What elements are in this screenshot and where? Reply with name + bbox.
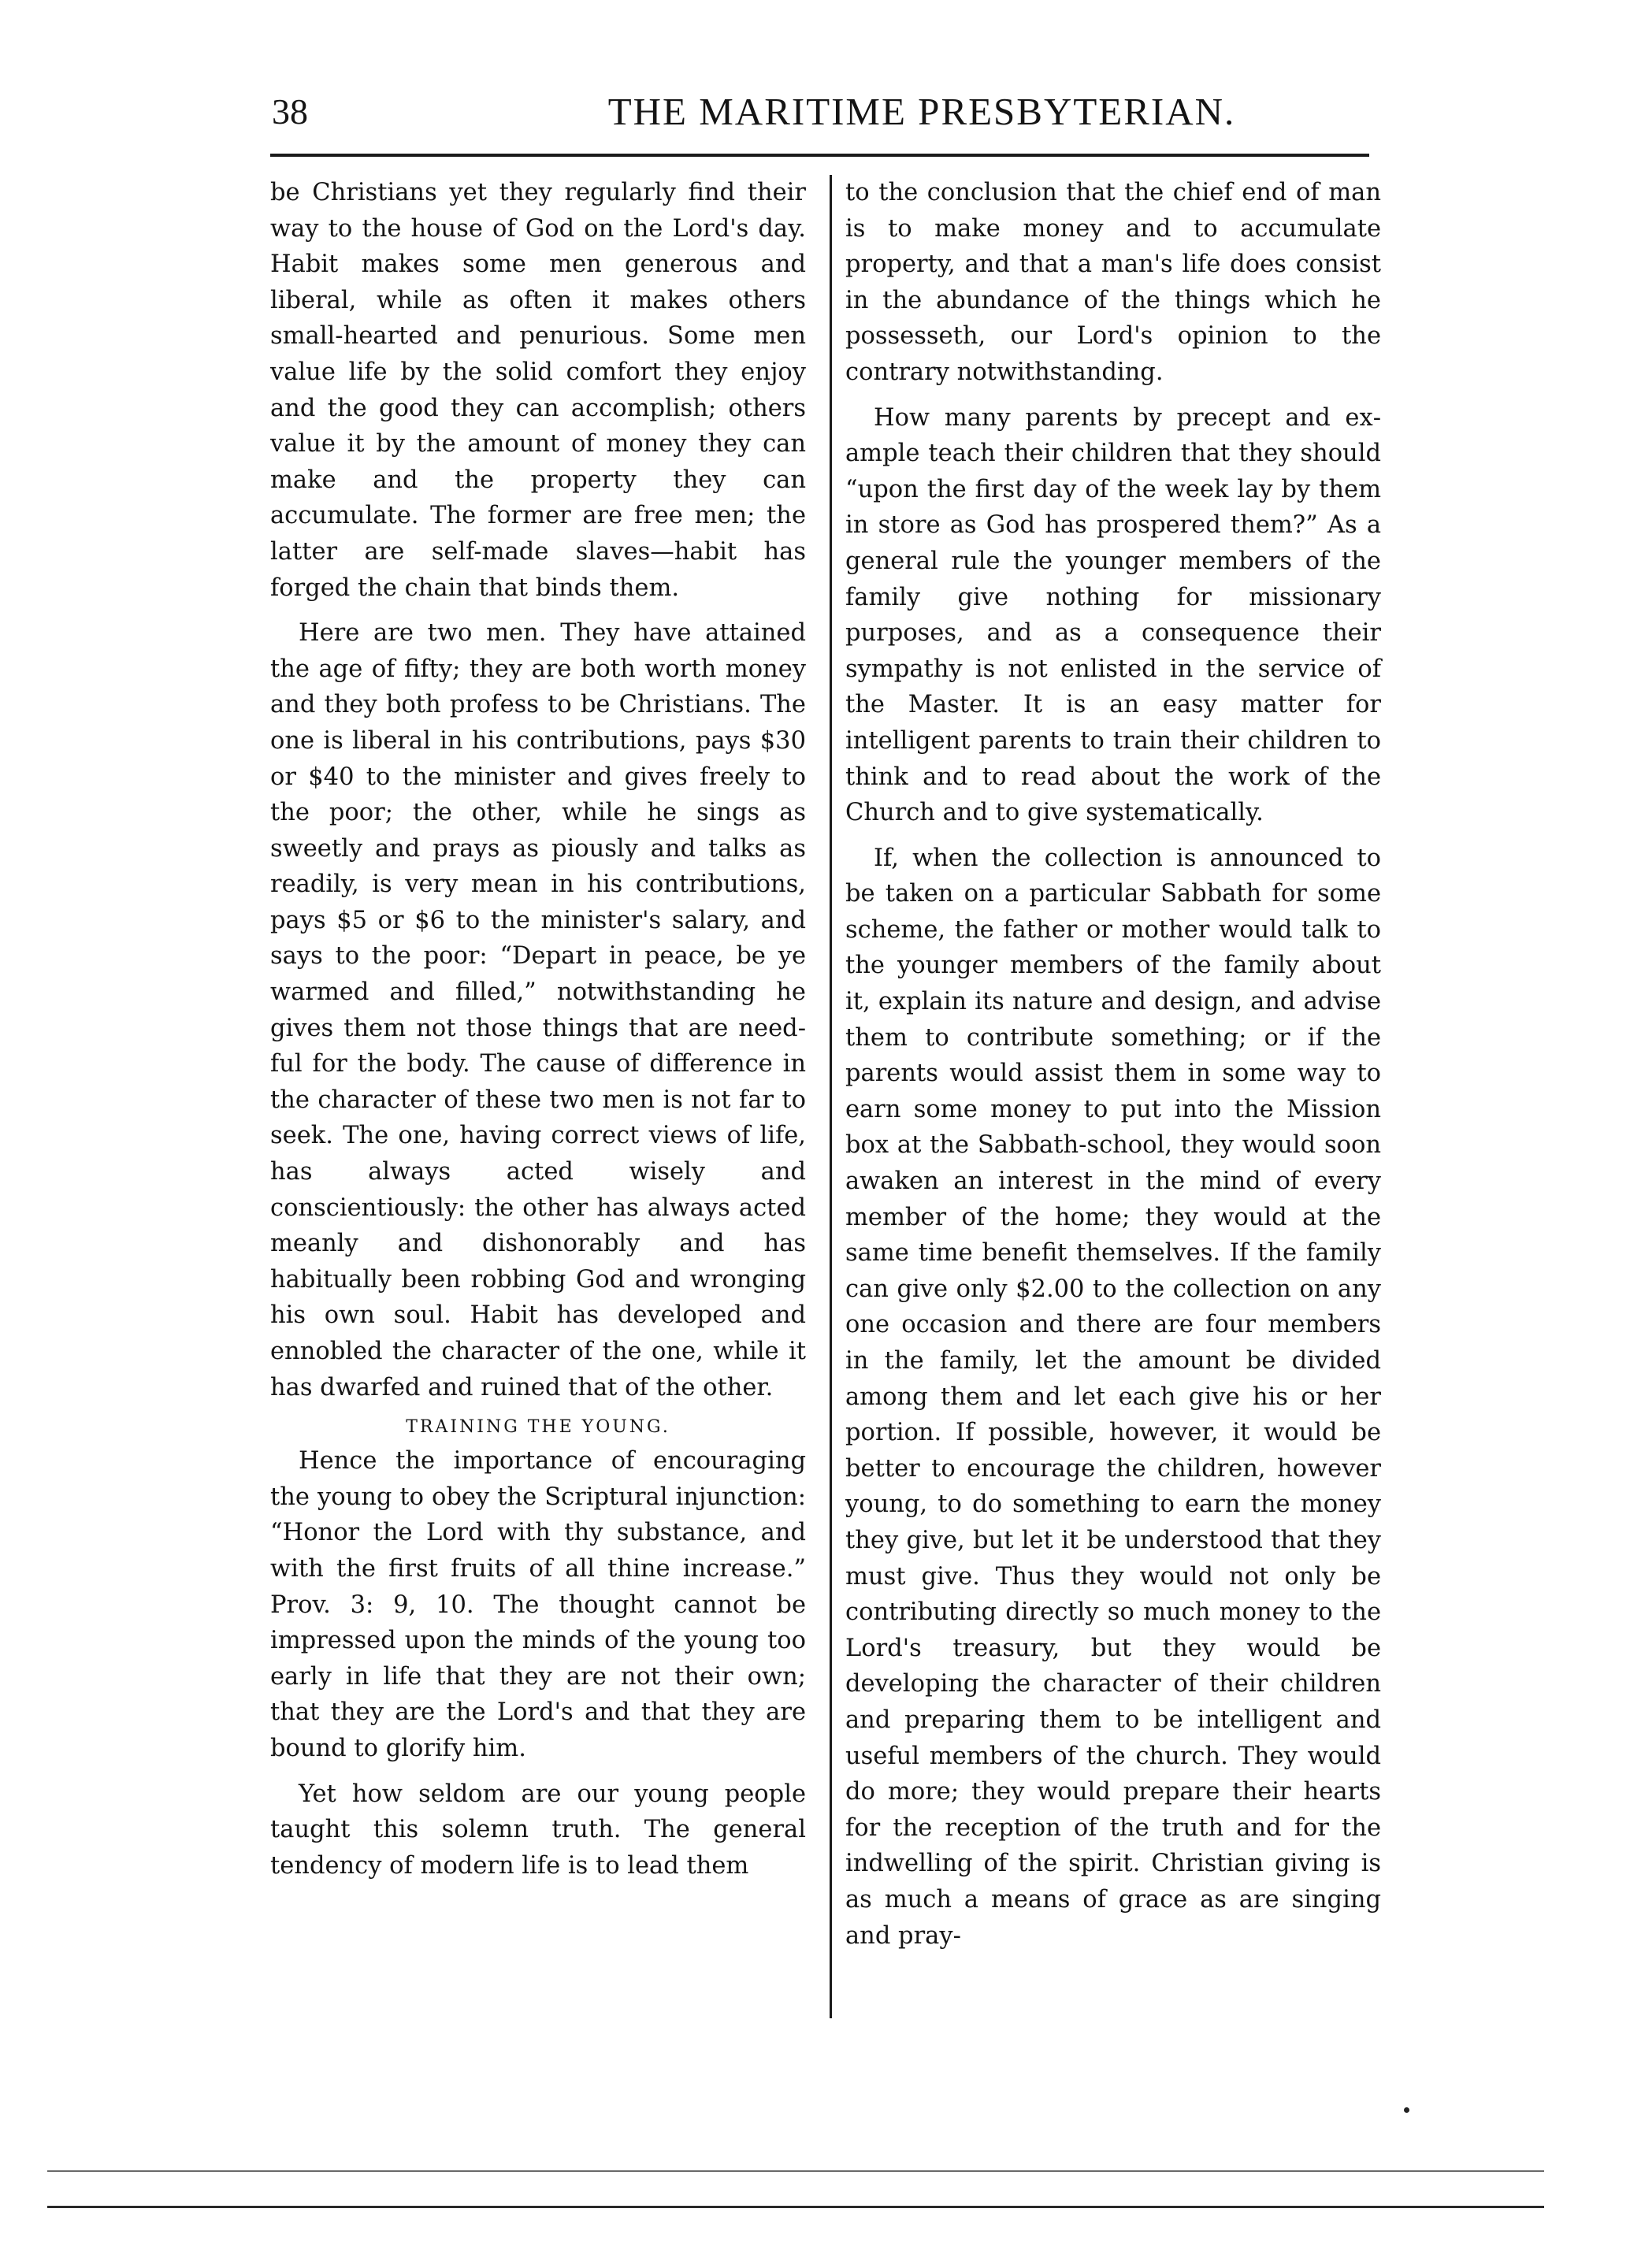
page-number: 38 — [272, 91, 308, 132]
paragraph: be Christians yet they regularly find their way to the house of God on the Lord's day. Habit makes some men generous and liberal, while as often it makes others small-hearted and penurious. Some men value life by the solid comfort they enjoy and the good they can accomplish; others value it by the amount of money they can make and the property they can accumulate. The former are free men; the latter are self-made slaves—habit has forged the chain that binds them. — [270, 179, 806, 602]
left-column — [270, 175, 806, 1884]
paragraph: to the conclusion that the chief end of man is to make money and to accumulate property, and that a man's life does consist in the abundance of the things which he possesseth, our Lord's opinion to the contrary notwithstanding. — [845, 179, 1381, 386]
paragraph: Yet how seldom are our young people taught this solemn truth. The general tendency of modern life is to lead them — [270, 1780, 806, 1880]
section-heading: TRAINING THE YOUNG. — [406, 1417, 670, 1438]
header-rule — [270, 154, 1369, 157]
running-title: THE MARITIME PRESBYTERIAN. — [607, 90, 1236, 133]
column-divider — [830, 175, 832, 2018]
footer-rule — [47, 2206, 1544, 2208]
paragraph: If, when the collection is announced to be taken on a particular Sabbath for some scheme, the father or mother would talk to the younger members of the family about it, explain its nature and design, and advise them to contribute something; or if the parents would assist them in some way to earn some money to put into the Mission box at the Sabbath-school, they would soon awaken an interest in the mind of every member of the home; they would at the same time benefit themselves. If the family can give only $2.00 to the collection on any one occasion and there are four members in the family, let the amount be divided among them and let each give his or her portion. If possible, however, it would be better to encourage the children, however young, to do something to earn the money they give, but let it be understood that they must give. Thus they would not only be contributing directly so much money to the Lord's treasury, but they would be developing the character of their children and preparing them to be intelligent and useful members of the church. They would do more; they would prepare their hearts for the reception of the truth and for the indwelling of the spirit. Christian giving is as much a means of grace as are singing and pray- — [845, 844, 1381, 1950]
right-column — [845, 175, 1381, 1954]
footer-rule — [47, 2170, 1544, 2172]
paragraph: Here are two men. They have attained the age of fifty; they are both worth money and they both profess to be Christians. The one is liberal in his contributions, pays $30 or $40 to the minister and gives freely to the poor; the other, while he sings as sweetly and prays as piously and talks as readily, is very mean in his contributions, pays $5 or $6 to the minister's salary, and says to the poor: “Depart in peace, be ye warmed and filled,” notwithstanding he gives them not those things that are needful for the body. The cause of difference in the character of these two men is not far to seek. The one, having correct views of life, has always acted wisely and conscientiously: the other has always acted meanly and dishonorably and has habitually been robbing God and wronging his own soul. Habit has developed and ennobled the character of the one, while it has dwarfed and ruined that of the other. — [270, 619, 806, 1401]
print-speck — [1404, 2107, 1409, 2113]
paragraph: Hence the importance of encouraging the young to obey the Scriptural injunction: “Honor the Lord with thy substance, and with the first fruits of all thine increase.” Prov. 3: 9, 10. The thought cannot be impressed upon the minds of the young too early in life that they are not their own; that they are the Lord's and that they are bound to glorify him. — [270, 1447, 806, 1762]
paragraph: How many parents by precept and example teach their children that they should “upon the first day of the week lay by them in store as God has prospered them?” As a general rule the younger members of the family give nothing for missionary purposes, and as a consequence their sympathy is not enlisted in the service of the Master. It is an easy matter for intelligent parents to train their children to think and to read about the work of the Church and to give systematically. — [845, 403, 1381, 827]
